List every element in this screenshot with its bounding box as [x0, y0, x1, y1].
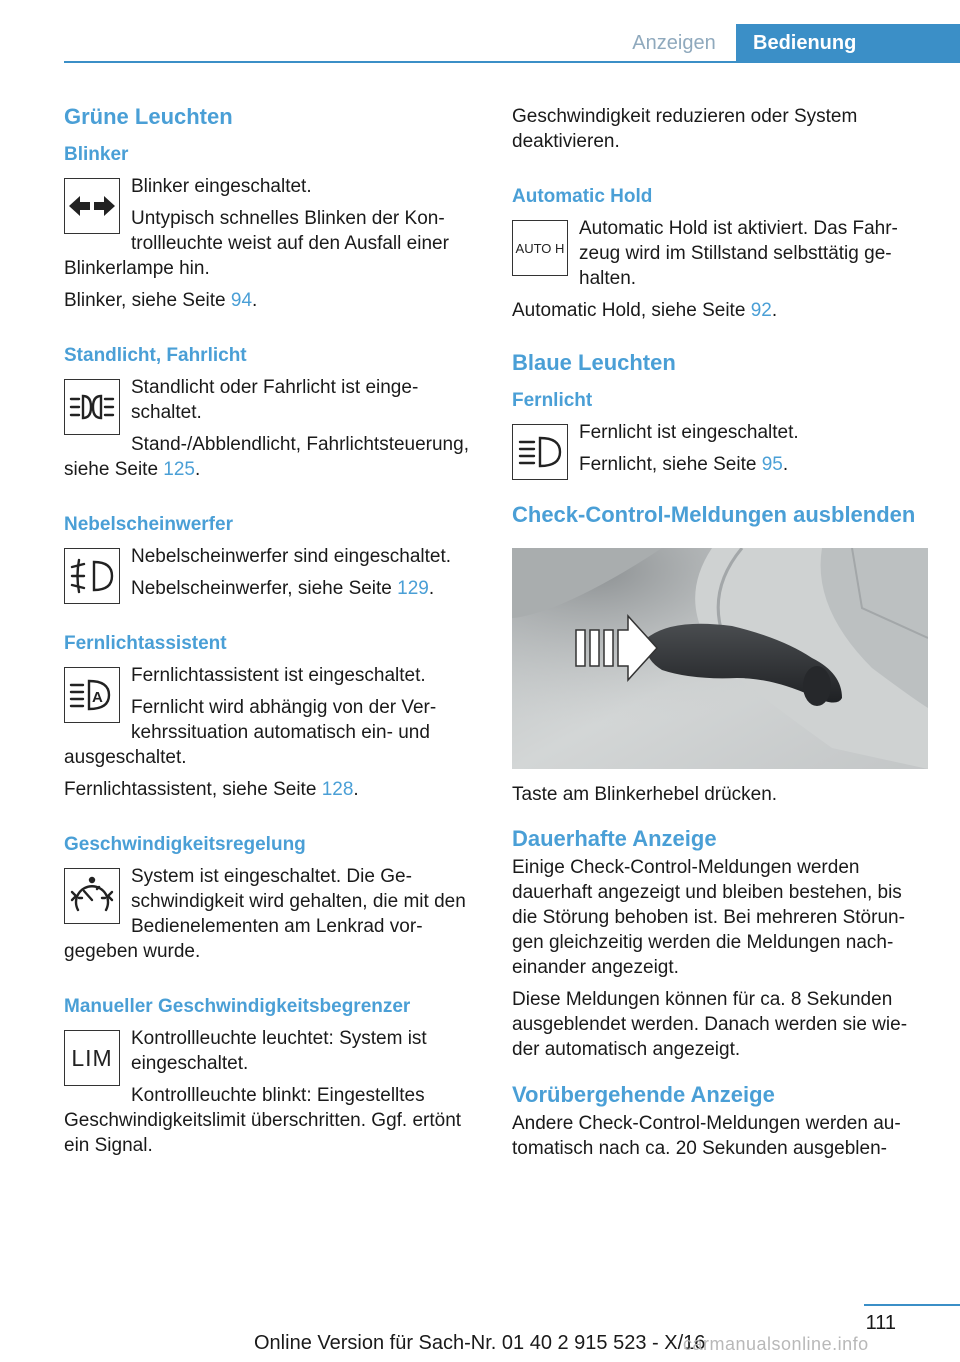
ref-fernlicht: Fernlicht, siehe Seite 95.	[579, 454, 789, 475]
ref-text: Blinker, siehe Seite	[64, 290, 231, 311]
section-title-green-lights: Grüne Leuchten	[64, 104, 233, 129]
page-link-92[interactable]: 92	[750, 300, 772, 321]
ref-blinker: Blinker, siehe Seite 94.	[64, 290, 258, 311]
ref-nebel: Nebelscheinwerfer, siehe Seite 129.	[131, 578, 435, 599]
watermark: carmanualsonline.info	[683, 1334, 869, 1354]
heading-dauerhafte-anzeige: Dauerhafte Anzeige	[512, 826, 717, 851]
section-title-check-control: Check-Control-Meldungen ausblenden	[512, 502, 916, 527]
fog-light-icon	[64, 548, 120, 604]
header-tab-anzeigen[interactable]: Anzeigen	[632, 32, 716, 54]
speed-limiter-icon	[64, 1030, 120, 1086]
right-column	[512, 100, 928, 1161]
text-vorueber-1: Andere Check-Control-Meldungen werden automatisch nach ca. 20 Sekunden ausgeblen-	[512, 1113, 901, 1159]
high-beam-assistant-icon	[64, 667, 120, 723]
page-link-125[interactable]: 125	[163, 459, 195, 480]
cruise-control-icon	[64, 868, 120, 924]
text-blinker-fast: Untypisch schnelles Blinken der Kontrollleuchte weist auf den Ausfall einer Blinkerlampe hin.	[64, 208, 449, 279]
section-geschwindigkeitsregelung	[64, 832, 480, 964]
header-rule	[64, 61, 960, 63]
page-link-95[interactable]: 95	[761, 454, 783, 475]
auto-hold-icon-label: AUTO H	[515, 240, 565, 256]
page-number: 111	[865, 1312, 896, 1334]
left-column	[64, 100, 480, 1158]
turn-signal-icon	[64, 178, 120, 234]
ref-text: Fernlichtassistent, siehe Seite	[64, 779, 322, 800]
section-blinker	[64, 142, 480, 313]
photo-caption: Taste am Blinkerhebel drücken.	[512, 784, 778, 805]
svg-text:A: A	[92, 689, 103, 706]
ref-text: Nebelscheinwerfer, siehe Seite	[131, 578, 398, 599]
text-continued: Geschwindigkeit reduzieren oder System deaktivieren.	[512, 106, 858, 152]
page-link-129[interactable]: 129	[397, 578, 429, 599]
high-beam-icon	[512, 424, 568, 480]
section-nebel	[64, 512, 480, 601]
footer-rule	[864, 1304, 960, 1306]
ref-text: Automatic Hold, siehe Seite	[512, 300, 751, 321]
section-fernlicht	[512, 388, 928, 477]
auto-hold-icon	[512, 220, 568, 276]
ref-text: Stand-/Abblendlicht, Fahrlichtsteuerung, siehe Seite	[64, 434, 469, 480]
turn-signal-lever-photo	[512, 548, 928, 769]
online-version-note: Online Version für Sach-Nr. 01 40 2 915 523 - X/16	[254, 1332, 706, 1354]
ref-standlicht: Stand-/Abblendlicht, Fahrlichtsteuerung, siehe Seite 125.	[64, 434, 469, 480]
section-begrenzer	[64, 994, 480, 1158]
section-autohold	[512, 184, 928, 323]
ref-autohold: Automatic Hold, siehe Seite 92.	[512, 300, 778, 321]
speed-limiter-icon-label: LIM	[71, 1044, 113, 1071]
text-dauer-1: Einige Check-Control-Meldungen werden dauerhaft angezeigt und bleiben bestehen, bis die Störung behoben ist. Bei mehreren Störungen gleichzeitig werden die Meldungen nacheinander angezeigt.	[512, 857, 905, 978]
text-fernlicht-on: Fernlicht ist eingeschaltet.	[579, 422, 799, 443]
text-begrenzer-on: Kontrollleuchte leuchtet: System ist eingeschaltet.	[131, 1028, 427, 1074]
text-fernassist-on: Fernlichtassistent ist eingeschaltet.	[131, 665, 426, 686]
text-standlicht-on: Standlicht oder Fahrlicht ist eingeschaltet.	[131, 377, 419, 423]
ref-text: Fernlicht, siehe Seite	[579, 454, 762, 475]
text-nebel-on: Nebelscheinwerfer sind eingeschaltet.	[131, 546, 452, 567]
heading-nebel: Nebelscheinwerfer	[64, 514, 233, 535]
page-link-94[interactable]: 94	[230, 290, 253, 311]
header-tab-bedienung[interactable]: Bedienung	[736, 24, 960, 63]
text-dauer-2: Diese Meldungen können für ca. 8 Sekunden ausgeblendet werden. Danach werden sie wieder automatisch angezeigt.	[512, 989, 908, 1060]
heading-blinker: Blinker	[64, 144, 129, 165]
parking-light-icon	[64, 379, 120, 435]
page-link-128[interactable]: 128	[321, 779, 354, 800]
section-standlicht	[64, 343, 480, 482]
heading-standlicht: Standlicht, Fahrlicht	[64, 345, 247, 366]
heading-fernlichtassistent: Fernlichtassistent	[64, 633, 227, 654]
text-begrenzer-blink: Kontrollleuchte blinkt: Eingestelltes Geschwindigkeitslimit überschritten. Ggf. ertönt ein Signal.	[64, 1085, 462, 1156]
heading-fernlicht: Fernlicht	[512, 390, 593, 411]
heading-geschwindigkeitsregelung: Geschwindigkeitsregelung	[64, 834, 306, 855]
section-title-blue-lights: Blaue Leuchten	[512, 350, 676, 375]
text-fernassist-auto: Fernlicht wird abhängig von der Verkehrssituation automatisch ein- und ausgeschaltet.	[64, 697, 437, 768]
heading-begrenzer: Manueller Geschwindigkeitsbegrenzer	[64, 996, 411, 1017]
text-autohold-on: Automatic Hold ist aktiviert. Das Fahrzeug wird im Stillstand selbsttätig gehalten.	[579, 218, 898, 289]
heading-autohold: Automatic Hold	[512, 186, 653, 207]
ref-fernassist: Fernlichtassistent, siehe Seite 128.	[64, 779, 359, 800]
text-blinker-on: Blinker eingeschaltet.	[131, 176, 312, 197]
text-geschw-on: System ist eingeschaltet. Die Geschwindigkeit wird gehalten, die mit den Bedienelementen am Lenkrad vorgegeben wurde.	[64, 866, 466, 962]
section-fernlichtassistent	[64, 631, 480, 802]
heading-voruebergehende-anzeige: Vorübergehende Anzeige	[512, 1082, 775, 1107]
